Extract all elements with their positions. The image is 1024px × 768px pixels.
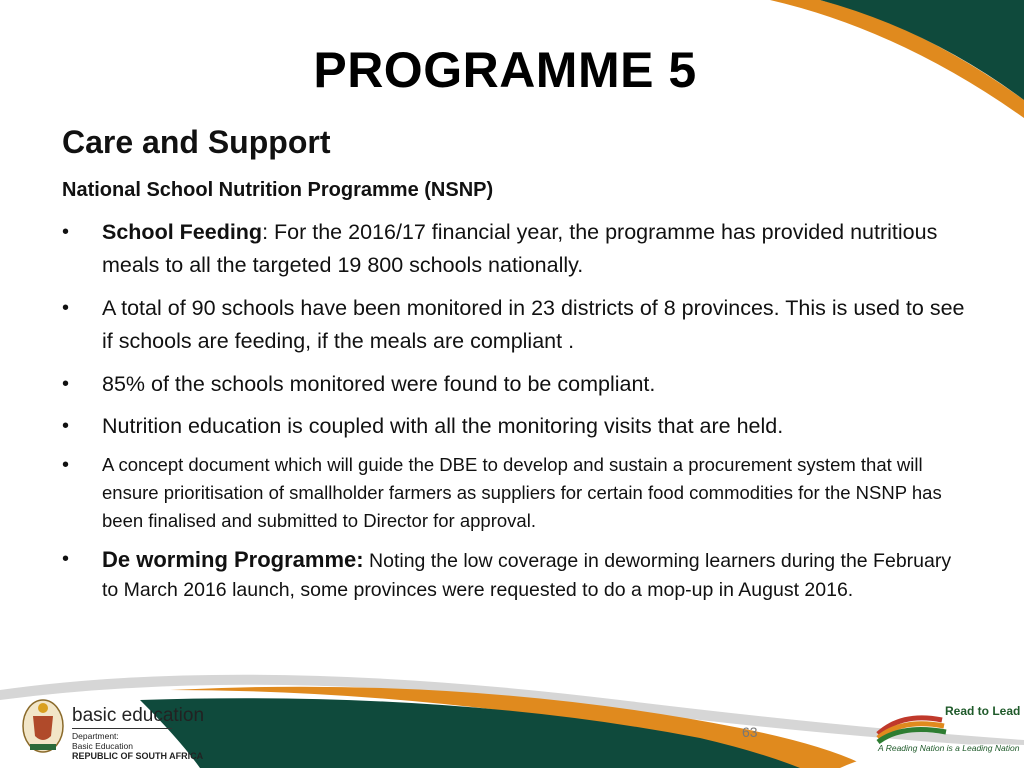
- read-to-lead-book-icon: [872, 694, 952, 744]
- bullet-lead: De worming Programme:: [102, 547, 364, 572]
- bullet-item: [62, 410, 972, 443]
- bullet-dot: •: [62, 221, 70, 243]
- slide-subtitle: Care and Support: [62, 124, 331, 160]
- slide-title: PROGRAMME 5: [313, 42, 697, 98]
- bullet-lead: School Feeding: [102, 220, 263, 244]
- bullet-item: [62, 292, 972, 358]
- bullet-dot: •: [62, 415, 70, 437]
- read-to-lead-tagline: A Reading Nation is a Leading Nation: [878, 743, 1020, 753]
- bullet-item: [62, 451, 972, 535]
- page-number: 63: [742, 724, 758, 740]
- read-to-lead-name: Read to Lead: [945, 704, 1021, 718]
- section-heading: National School Nutrition Programme (NSNP): [62, 179, 494, 201]
- bullet-text: Noting the low coverage in deworming learners during the February to March 2016 launch, some provinces were requested to do a mop-up in August 2016.: [102, 550, 952, 601]
- bullet-text: : For the 2016/17 financial year, the programme has provided nutritious meals to all the targeted 19 800 schools nationally.: [102, 220, 938, 277]
- logo-divider: [72, 728, 172, 729]
- basic-education-logo: [72, 706, 204, 762]
- dept-line3: REPUBLIC OF SOUTH AFRICA: [72, 751, 204, 761]
- bullet-dot: •: [62, 373, 70, 395]
- bullet-item: [62, 545, 972, 605]
- bullet-text: A total of 90 schools have been monitored in 23 districts of 8 provinces. This is used to see if schools are feeding, if the meals are compliant .: [102, 296, 965, 353]
- bullet-item: [62, 216, 972, 282]
- dept-line2: Basic Education: [72, 741, 133, 751]
- bullet-dot: •: [62, 454, 70, 476]
- bullet-dot: •: [62, 548, 70, 570]
- bullet-text: Nutrition education is coupled with all the monitoring visits that are held.: [102, 414, 784, 438]
- bullet-list: [62, 216, 972, 605]
- bullet-text: A concept document which will guide the DBE to develop and sustain a procurement system that will ensure prioritisation of smallholder farmers as suppliers for certain food commodities for the NSNP has been finalised and submitted to Director for approval.: [102, 454, 942, 531]
- coat-of-arms-icon: [20, 696, 66, 758]
- basic-education-name: basic education: [72, 705, 205, 726]
- bullet-dot: •: [62, 297, 70, 319]
- bullet-item: [62, 368, 972, 401]
- bullet-text: 85% of the schools monitored were found to be compliant.: [102, 372, 656, 396]
- dept-line1: Department:: [72, 731, 119, 741]
